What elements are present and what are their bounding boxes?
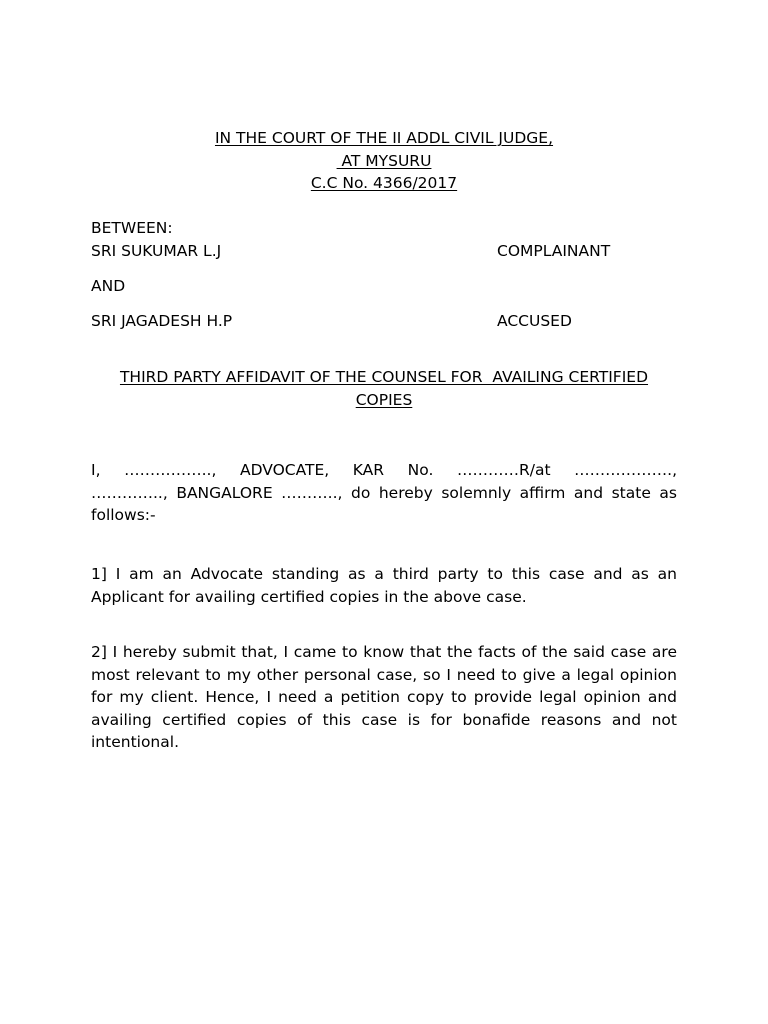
court-name: IN THE COURT OF THE II ADDL CIVIL JUDGE,: [214, 129, 554, 147]
intro-paragraph: [91, 459, 677, 527]
complainant-role: COMPLAINANT: [497, 242, 611, 260]
court-heading: [91, 127, 677, 195]
and-label: AND: [91, 277, 126, 295]
intro-word: No.: [407, 461, 434, 479]
court-place: AT MYSURU: [336, 151, 432, 170]
intro-rest: ………….., BANGALORE ……….., do hereby solemnly affirm and state as follows:-: [91, 483, 677, 525]
intro-word: ADVOCATE,: [239, 461, 330, 479]
complainant-name: SRI SUKUMAR L.J: [91, 242, 222, 260]
accused-name: SRI JAGADESH H.P: [91, 312, 233, 330]
intro-first-line: [91, 459, 677, 482]
affidavit-title: [91, 366, 677, 411]
paragraph-1: 1] I am an Advocate standing as a third party to this case and as an Applicant for availing certified copies in the above case.: [91, 565, 677, 606]
between-label: BETWEEN:: [91, 219, 173, 237]
intro-word: …………R/at: [456, 461, 551, 479]
case-number: C.C No. 4366/2017: [310, 174, 458, 193]
accused-role: ACCUSED: [497, 312, 572, 330]
paragraph-2: 2] I hereby submit that, I came to know that the facts of the said case are most relevant to my other personal case, so I need to give a legal opinion for my client. Hence, I need a petition copy to provide legal opinion and availing certified copies of this case is for bonafide reasons and not intentional.: [91, 643, 677, 752]
intro-word: ……………..,: [124, 461, 217, 479]
intro-word: ……………….,: [574, 461, 677, 479]
title-line-1: THIRD PARTY AFFIDAVIT OF THE COUNSEL FOR AVAILING CERTIFIED: [119, 368, 649, 386]
title-line-2: COPIES: [355, 390, 413, 409]
intro-word: KAR: [352, 461, 385, 479]
document-page: [91, 0, 677, 1024]
intro-word: I,: [91, 461, 101, 479]
